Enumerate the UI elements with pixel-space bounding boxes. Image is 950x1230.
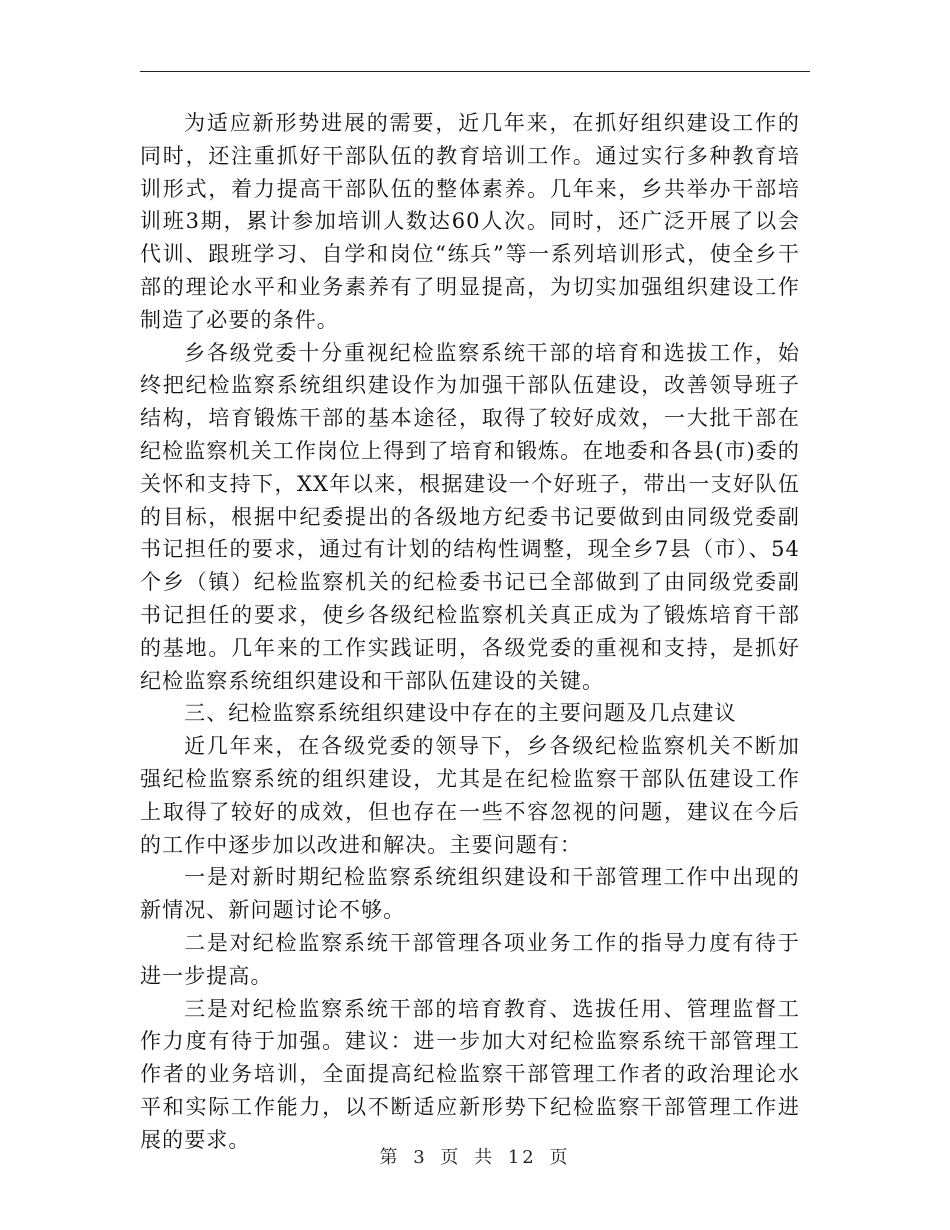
paragraph-problem-one: 一是对新时期纪检监察系统组织建设和干部管理工作中出现的新情况、新问题讨论不够。	[140, 865, 800, 923]
document-body	[140, 107, 800, 1157]
paragraph-problem-three: 三是对纪检监察系统干部的培育教育、选拔任用、管理监督工作力度有待于加强。建议：进一步加大对纪检监察系统干部管理工作者的业务培训，全面提高纪检监察干部管理工作者的政治理论水平和实际工作能力，以不断适应新形势下纪检监察干部管理工作进展的要求。	[140, 996, 800, 1152]
header-rule	[140, 71, 810, 72]
page-number: 第 3 页 共 12 页	[379, 1147, 571, 1168]
section-heading-problems: 三、纪检监察系统组织建设中存在的主要问题及几点建议	[184, 701, 737, 726]
paragraph-problems-intro: 近几年来，在各级党委的领导下，乡各级纪检监察机关不断加强纪检监察系统的组织建设，尤其是在纪检监察干部队伍建设工作上取得了较好的成效，但也存在一些不容忽视的问题，建议在今后的工作中逐步加以改进和解决。主要问题有：	[140, 734, 800, 857]
paragraph-cadre-selection: 乡各级党委十分重视纪检监察系统干部的培育和选拔工作，始终把纪检监察系统组织建设作为加强干部队伍建设，改善领导班子结构，培育锻炼干部的基本途径，取得了较好成效，一大批干部在纪检监察机关工作岗位上得到了培育和锻炼。在地委和各县(市)委的关怀和支持下，XX年以来，根据建设一个好班子，带出一支好队伍的目标，根据中纪委提出的各级地方纪委书记要做到由同级党委副书记担任的要求，通过有计划的结构性调整，现全乡7县（市）、54个乡（镇）纪检监察机关的纪检委书记已全部做到了由同级党委副书记担任的要求，使乡各级纪检监察机关真正成为了锻炼培育干部的基地。几年来的工作实践证明，各级党委的重视和支持，是抓好纪检监察系统组织建设和干部队伍建设的关键。	[140, 340, 800, 693]
paragraph-training: 为适应新形势进展的需要，近几年来，在抓好组织建设工作的同时，还注重抓好干部队伍的教育培训工作。通过实行多种教育培训形式，着力提高干部队伍的整体素养。几年来，乡共举办干部培训班3期，累计参加培训人数达60人次。同时，还广泛开展了以会代训、跟班学习、自学和岗位“练兵”等一系列培训形式，使全乡干部的理论水平和业务素养有了明显提高，为切实加强组织建设工作制造了必要的条件。	[140, 111, 800, 332]
paragraph-problem-two: 二是对纪检监察系统干部管理各项业务工作的指导力度有待于进一步提高。	[140, 930, 800, 988]
